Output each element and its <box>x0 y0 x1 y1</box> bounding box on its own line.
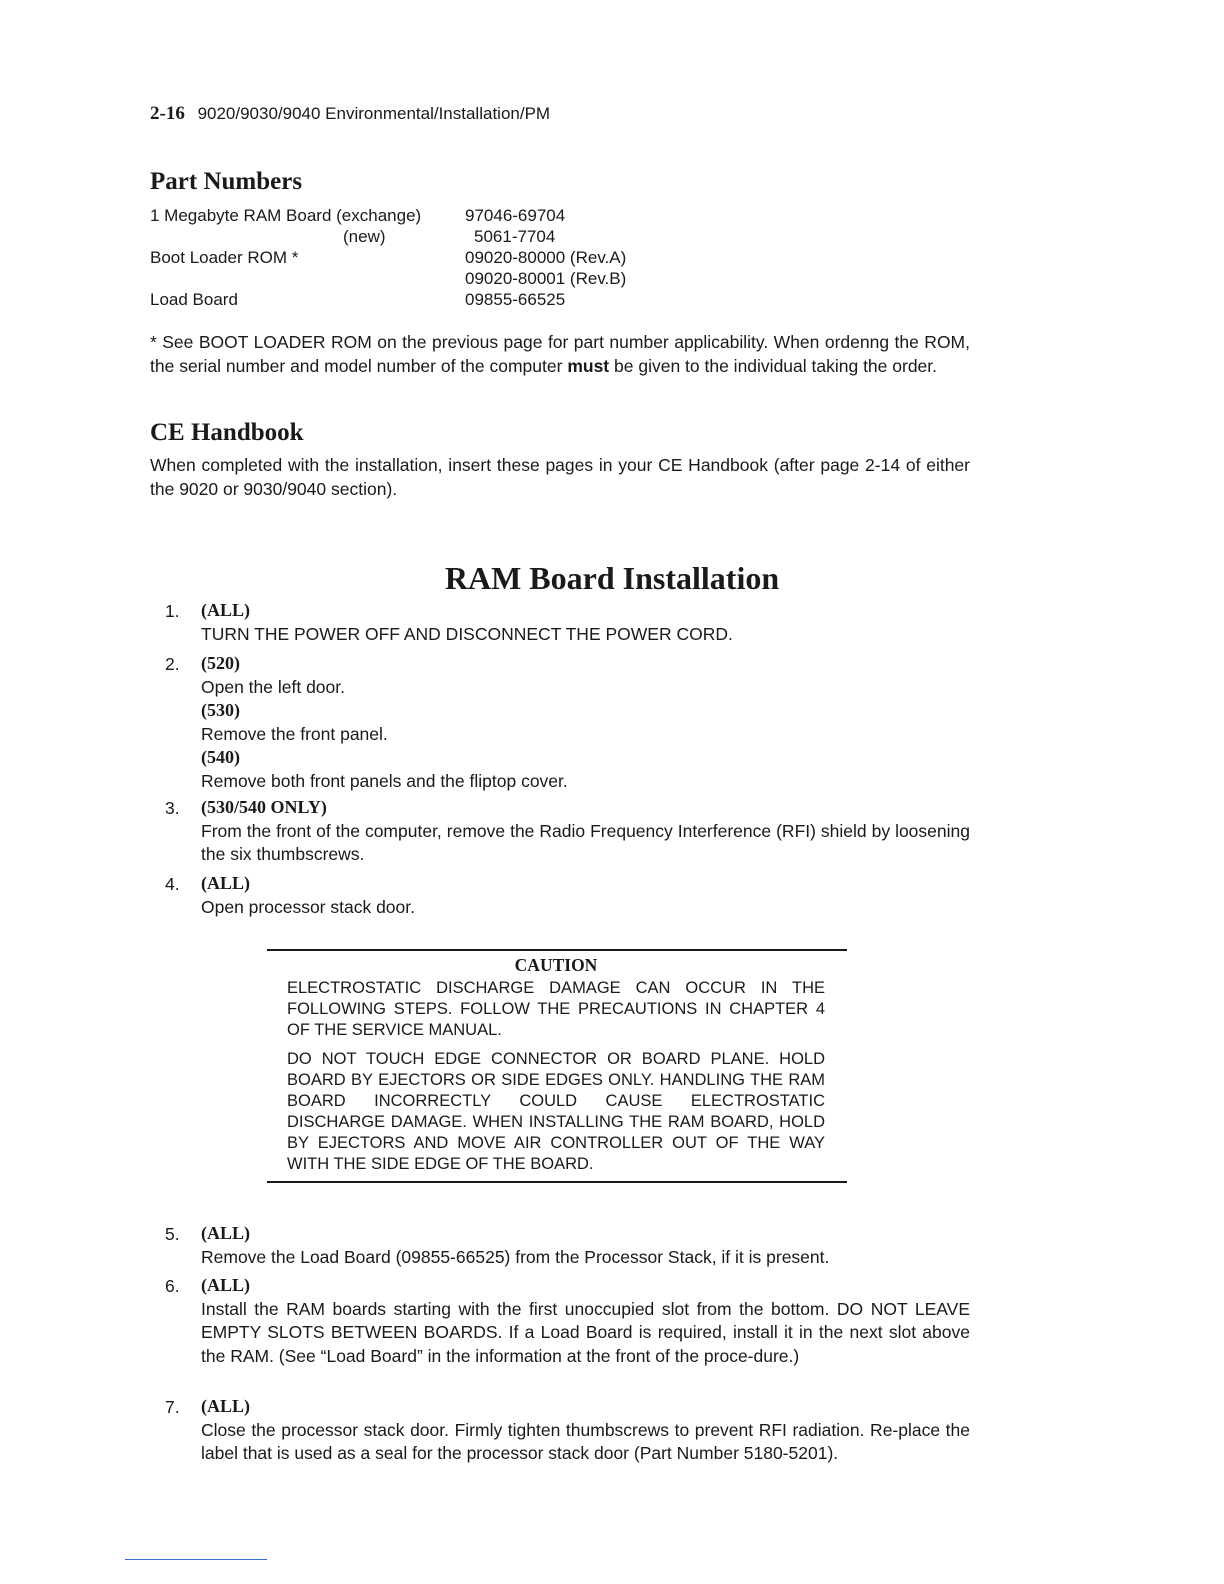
ce-handbook-text: When completed with the installation, insert these pages in your CE Handbook (after page 2-14 of either the 9020 or 9030/9040 section). <box>150 455 970 499</box>
step-5 <box>165 1222 970 1269</box>
step-4 <box>165 872 970 919</box>
part-label: (new) <box>343 227 386 246</box>
note-emphasis: must <box>567 356 610 376</box>
step-1 <box>165 599 970 646</box>
step-6 <box>165 1274 970 1368</box>
step-number: 2. <box>165 654 180 674</box>
part-label: 1 Megabyte RAM Board (exchange) <box>150 206 422 225</box>
step-number: 3. <box>165 798 180 818</box>
step-applicability: (ALL) <box>201 1275 250 1295</box>
step-text: Open processor stack door. <box>201 896 415 917</box>
step-number: 1. <box>165 601 180 621</box>
part-value: 09020-80000 (Rev.A) <box>465 248 627 267</box>
caution-paragraph: DO NOT TOUCH EDGE CONNECTOR OR BOARD PLANE. HOLD BOARD BY EJECTORS OR SIDE EDGES ONLY. HANDLING THE RAM BOARD INCORRECTLY COULD CAUSE ELECTROSTATIC DISCHARGE DAMAGE. WHEN INSTALLING THE RAM BOARD, HOLD BY EJECTORS AND MOVE AIR CONTROLLER OUT OF THE WAY WITH THE SIDE EDGE OF THE BOARD. <box>287 1050 825 1173</box>
step-7 <box>165 1395 970 1466</box>
step-text: Close the processor stack door. Firmly tighten thumbscrews to prevent RFI radiation. Re-place the label that is used as a seal for the processor stack door (Part Number 5180-5201). <box>201 1419 970 1463</box>
step-applicability: (ALL) <box>201 873 250 893</box>
step-2 <box>165 652 970 793</box>
caution-title: CAUTION <box>514 955 598 975</box>
step-applicability: (520) <box>201 653 240 673</box>
step-number: 4. <box>165 874 180 894</box>
part-value: 97046-69704 <box>465 206 566 225</box>
caution-box <box>267 949 847 1183</box>
ce-handbook-heading: CE Handbook <box>150 419 304 446</box>
step-3 <box>165 796 970 867</box>
part-numbers-heading: Part Numbers <box>150 168 303 195</box>
footer-rule <box>125 1559 267 1560</box>
step-applicability: (540) <box>201 747 240 767</box>
step-number: 7. <box>165 1397 180 1417</box>
page-header <box>150 103 550 125</box>
running-title: 9020/9030/9040 Environmental/Installation/PM <box>197 104 551 123</box>
step-applicability: (530/540 ONLY) <box>201 797 327 817</box>
page-number: 2-16 <box>150 103 185 124</box>
step-applicability: (ALL) <box>201 1223 250 1243</box>
step-text: Open the left door. <box>201 676 345 697</box>
part-label: Boot Loader ROM * <box>150 248 299 267</box>
section-title: RAM Board Installation <box>444 560 780 596</box>
caution-paragraph: ELECTROSTATIC DISCHARGE DAMAGE CAN OCCUR IN THE FOLLOWING STEPS. FOLLOW THE PRECAUTIONS IN CHAPTER 4 OF THE SERVICE MANUAL. <box>287 979 825 1039</box>
part-value: 09020-80001 (Rev.B) <box>465 269 627 288</box>
step-applicability: (ALL) <box>201 1396 250 1416</box>
step-text: TURN THE POWER OFF AND DISCONNECT THE POWER CORD. <box>201 623 733 644</box>
step-text: Install the RAM boards starting with the first unoccupied slot from the bottom. DO NOT LEAVE EMPTY SLOTS BETWEEN BOARDS. If a Load Board is required, install it in the next slot above the RAM. (See “Load Board” in the information at the front of the proce-dure.) <box>201 1298 970 1366</box>
step-applicability: (530) <box>201 700 240 720</box>
step-number: 5. <box>165 1224 180 1244</box>
step-text: Remove both front panels and the fliptop cover. <box>201 770 568 791</box>
note-text-end: be given to the individual taking the order. <box>614 356 938 376</box>
note-text-start: * See BOOT LOADER ROM on the previous page for part number applicability. When ordenng the ROM, the serial number and model number of the computer <box>150 332 970 376</box>
step-text: From the front of the computer, remove the Radio Frequency Interference (RFI) shield by loosening the six thumbscrews. <box>201 820 970 864</box>
step-number: 6. <box>165 1276 180 1296</box>
step-text: Remove the Load Board (09855-66525) from the Processor Stack, if it is present. <box>201 1246 830 1267</box>
step-applicability: (ALL) <box>201 600 250 620</box>
step-text: Remove the front panel. <box>201 723 388 744</box>
part-value: 09855-66525 <box>465 290 566 309</box>
part-value: 5061-7704 <box>474 227 556 246</box>
part-label: Load Board <box>150 290 238 309</box>
rom-ordering-note <box>150 330 970 378</box>
